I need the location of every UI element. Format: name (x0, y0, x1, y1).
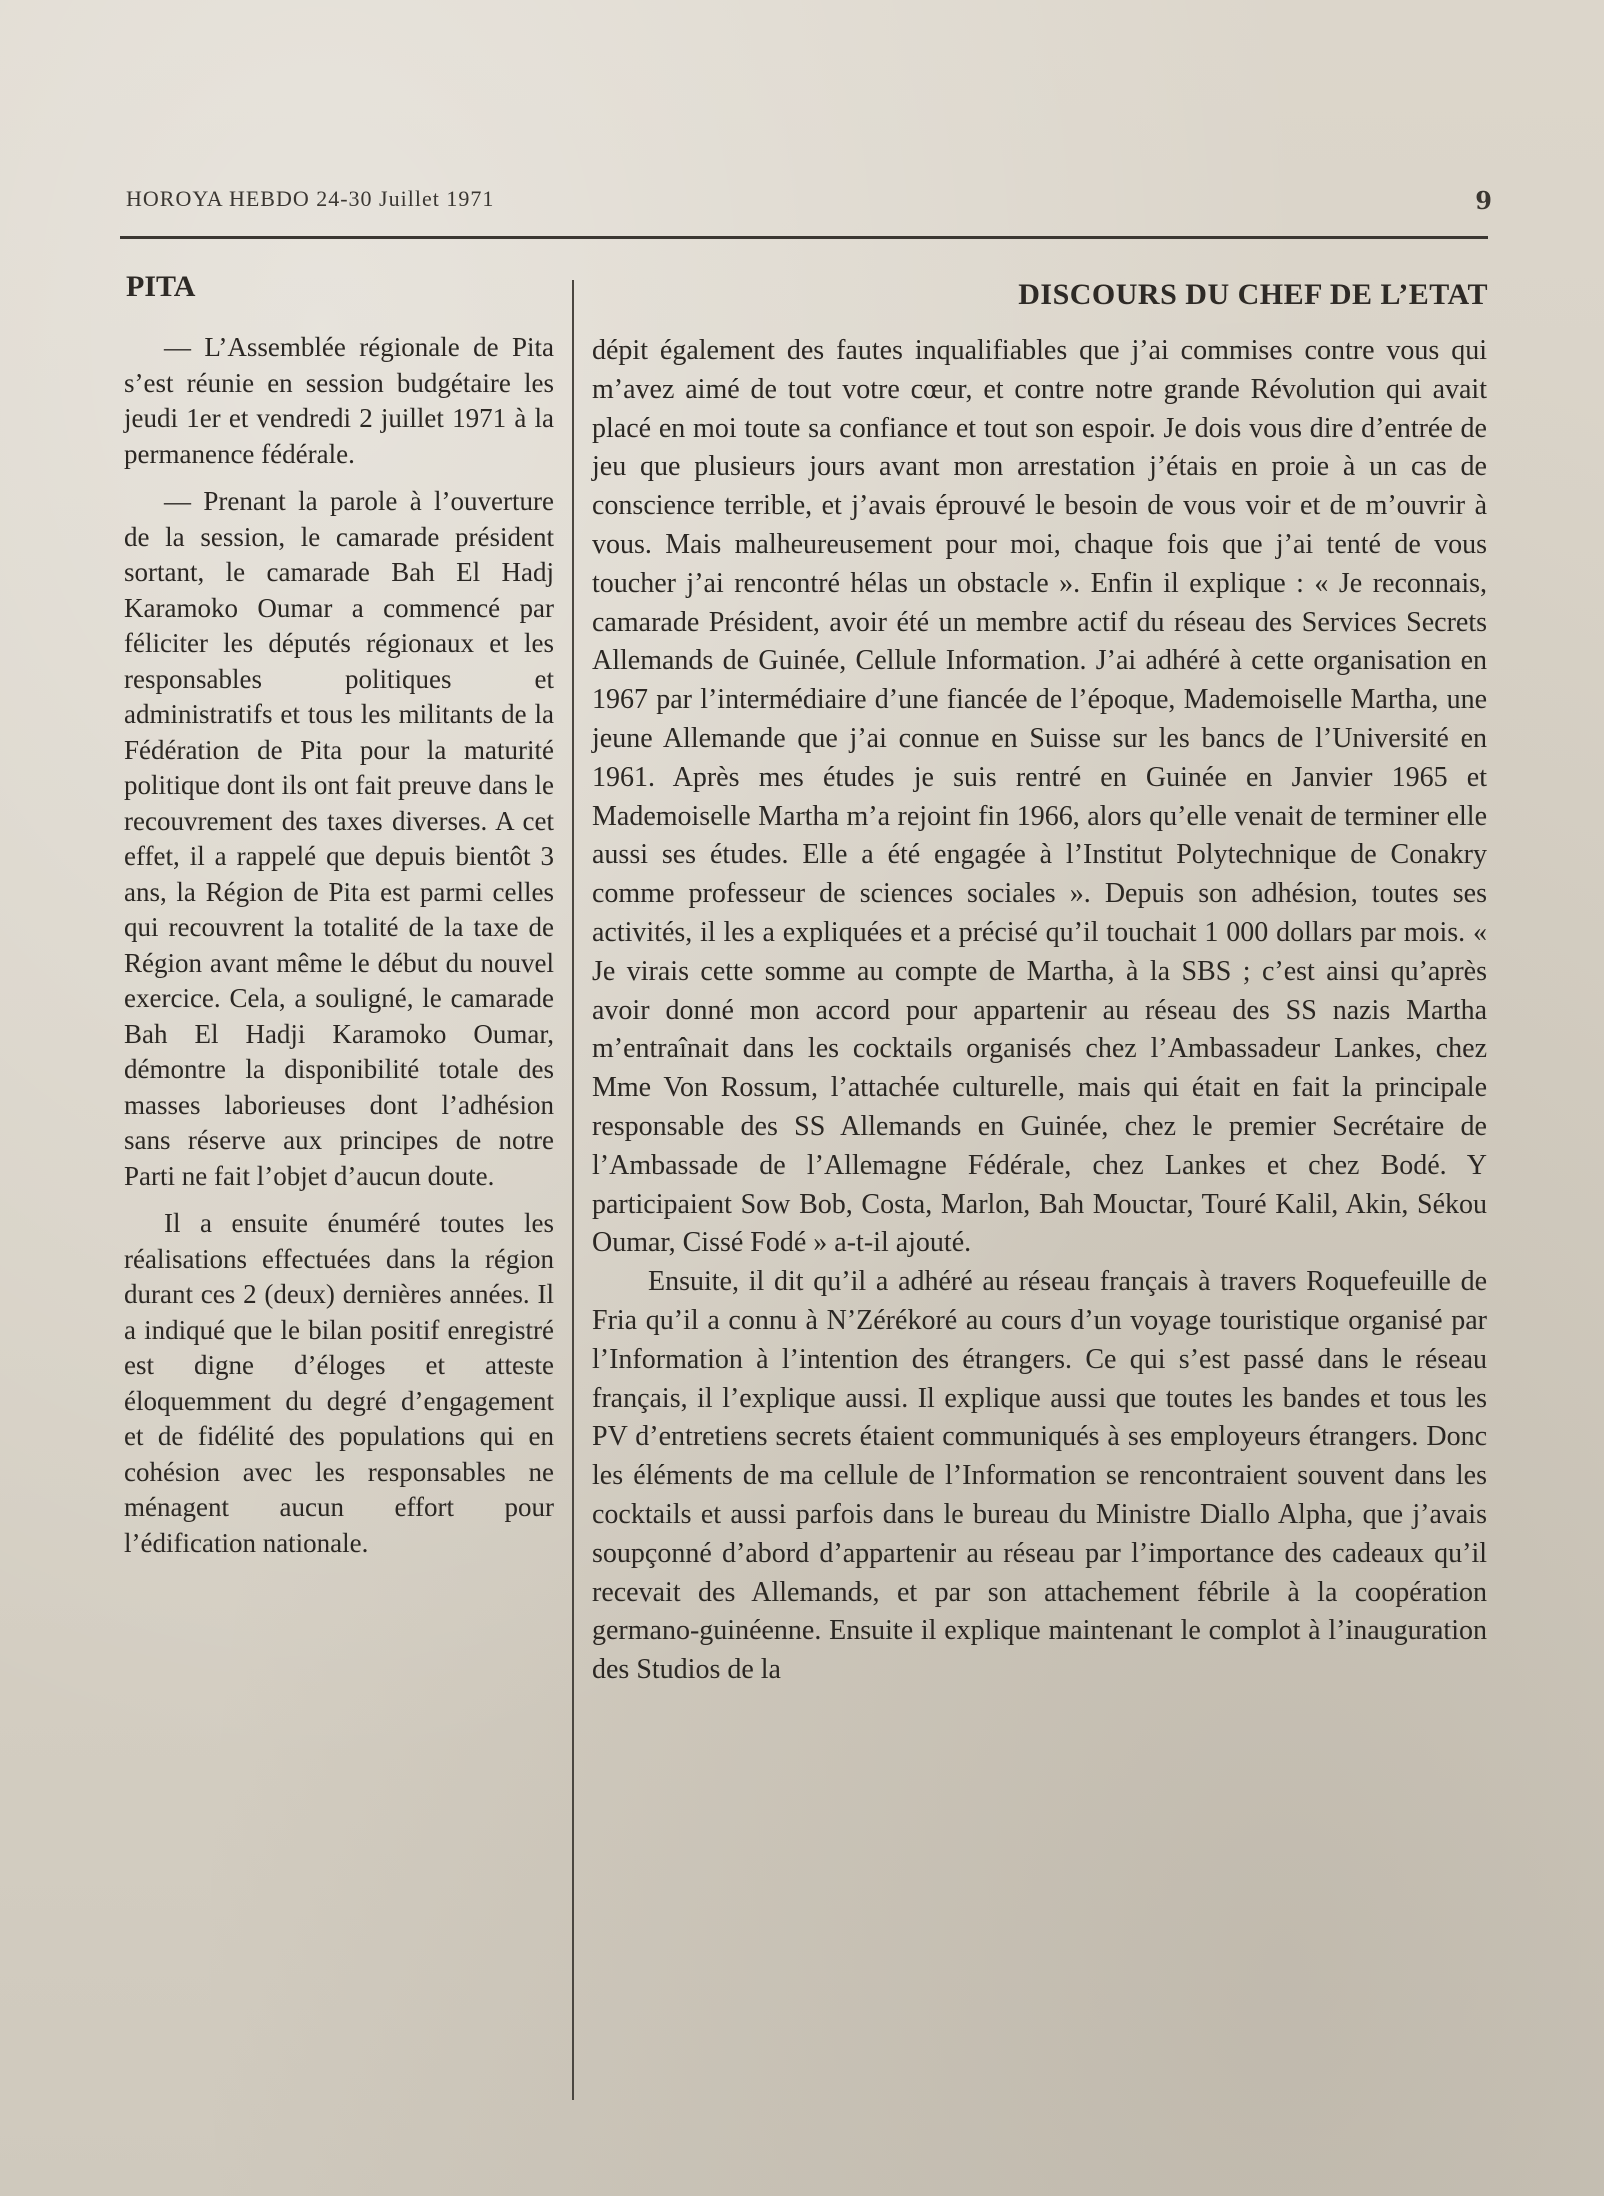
masthead-date: HOROYA HEBDO 24-30 Juillet 1971 (126, 186, 495, 211)
left-paragraph-3: Il a ensuite énuméré toutes les réalisations effectuées dans la région durant ces 2 (deux) dernières années. Il a indiqué que le bilan positif enregistré est digne d’éloges et atteste éloquemment du degré d’engagement et de fidélité des populations qui en cohésion avec les responsables ne ménagent aucun effort pour l’édification nationale. (124, 1208, 554, 1558)
right-paragraph-2: Ensuite, il dit qu’il a adhéré au réseau français à travers Roquefeuille de Fria qu’il a connu à N’Zérékoré au cours d’un voyage touristique organisé par l’Information à l’intention des étrangers. Ce qui s’est passé dans le réseau français, il l’explique aussi. Il explique aussi que toutes les bandes et tous les PV d’entretiens secrets étaient communiqués à ses employeurs étrangers. Donc les éléments de ma cellule de l’Information se rencontraient souvent dans les cocktails et aussi parfois dans le bureau du Ministre Diallo Alpha, que j’avais soupçonné d’abord d’appartenir au réseau par l’importance des cadeaux qu’il recevait des Allemands, et par son attachement fébrile à la coopération germano-guinéenne. Ensuite il explique maintenant le complot à l’inauguration des Studios de la (592, 1266, 1487, 1686)
header-rule (120, 236, 1488, 239)
left-paragraph-2: — Prenant la parole à l’ouverture de la session, le camarade président sortant, le camarade Bah El Hadj Karamoko Oumar a commencé par féliciter les députés régionaux et les responsables politiques et administratifs et tous les militants de la Fédération de Pita pour la maturité politique dont ils ont fait preuve dans le recouvrement des taxes diverses. A cet effet, il a rappelé que depuis bientôt 3 ans, la Région de Pita est parmi celles qui recouvrent la totalité de la taxe de Région avant même le début du nouvel exercice. Cela, a souligné, le camarade Bah El Hadji Karamoko Oumar, démontre la disponibilité totale des masses laborieuses dont l’adhésion sans réserve aux principes de notre Parti ne fait l’objet d’aucun doute. (124, 486, 554, 1191)
page-number: 9 (1475, 186, 1492, 215)
left-article-body (124, 330, 554, 1573)
right-article-body (592, 332, 1487, 1690)
left-article-title: PITA (126, 270, 196, 303)
column-divider (572, 280, 574, 2100)
right-paragraph-1: dépit également des fautes inqualifiables que j’ai commises contre vous qui m’avez aimé de tout votre cœur, et contre notre grande Révolution qui avait placé en moi toute sa confiance et tout son espoir. Je dois vous dire d’entrée de jeu que plusieurs jours avant mon arrestation j’étais en proie à un cas de conscience terrible, et j’avais éprouvé le besoin de vous voir et de m’ouvrir à vous. Mais malheureusement pour moi, chaque fois que j’ai tenté de vous toucher j’ai rencontré hélas un obstacle ». Enfin il explique : « Je reconnais, camarade Président, avoir été un membre actif du réseau des Services Secrets Allemands de Guinée, Cellule Information. J’ai adhéré à cette organisation en 1967 par l’intermédiaire d’une fiancée de l’époque, Mademoiselle Martha, une jeune Allemande que j’ai connue en Suisse sur les bancs de l’Université en 1961. Après mes études je suis rentré en Guinée en Janvier 1965 et Mademoiselle Martha m’a rejoint fin 1966, alors qu’elle venait de terminer elle aussi ses études. Elle a été engagée à l’Institut Polytechnique de Conakry comme professeur de sciences sociales ». Depuis son adhésion, toutes ses activités, il les a expliquées et a précisé qu’il touchait 1 000 dollars par mois. « Je virais cette somme au compte de Martha, à la SBS ; c’est ainsi qu’après avoir donné mon accord pour appartenir au réseau des SS nazis Martha m’entraînait dans les cocktails organisés chez l’Ambassadeur Lankes, chez Mme Von Rossum, l’attachée culturelle, mais qui était en fait la principale responsable des SS Allemands en Guinée, chez le premier Secrétaire de l’Ambassade de l’Allemagne Fédérale, chez Lankes et chez Bodé. Y participaient Sow Bob, Costa, Marlon, Bah Mouctar, Touré Kalil, Akin, Sékou Oumar, Cissé Fodé » a-t-il ajouté. (592, 335, 1487, 1259)
right-article-title: DISCOURS DU CHEF DE L’ETAT (1018, 278, 1488, 311)
left-paragraph-1: — L’Assemblée régionale de Pita s’est réunie en session budgétaire les jeudi 1er et vendredi 2 juillet 1971 à la permanence fédérale. (124, 332, 554, 469)
